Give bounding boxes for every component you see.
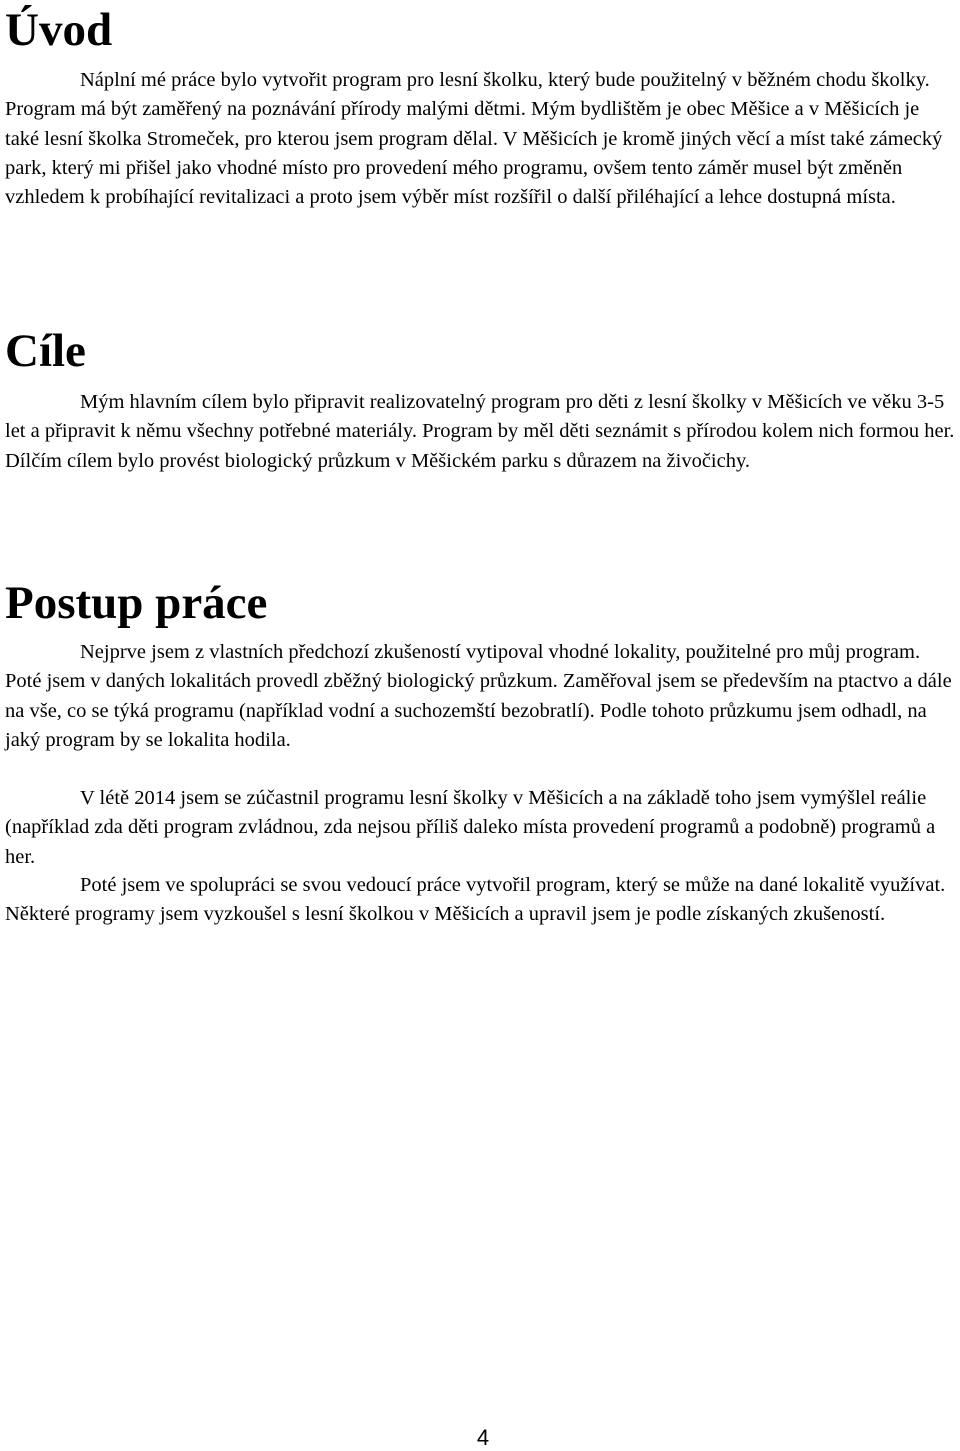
paragraph-uvod: Náplní mé práce bylo vytvořit program pro lesní školku, který bude použitelný v běžném chodu školky. Program má být zaměřený na poznávání přírody malými dětmi. Mým bydlištěm je obec Měšice a v Měšicích je také lesní školka Stromeček, pro kterou jsem program dělal. V Měšicích je kromě jiných věcí a míst také zámecký park, který mi přišel jako vhodné místo pro provedení mého programu, ovšem tento záměr musel být změněn vzhledem k probíhající revitalizaci a proto jsem výběr míst rozšířil o další přiléhající a lehce dostupná místa. (5, 69, 943, 209)
page-number: 4 (476, 1425, 490, 1450)
section-heading-cile: Cíle (5, 325, 86, 377)
section-heading-postup-prace: Postup práce (5, 577, 268, 629)
section-heading-uvod: Úvod (5, 4, 113, 56)
paragraph-postup-1: Nejprve jsem z vlastních předchozí zkušeností vytipoval vhodné lokality, použitelné pro můj program. Poté jsem v daných lokalitách provedl zběžný biologický průzkum. Zaměřoval jsem se především na ptactvo a dále na vše, co se týká programu (například vodní a suchozemští bezobratlí). Podle tohoto průzkumu jsem odhadl, na jaký program by se lokalita hodila. (5, 641, 952, 751)
paragraph-postup-2: V létě 2014 jsem se zúčastnil programu lesní školky v Měšicích a na základě toho jsem vymýšlel reálie (například zda děti program zvládnou, zda nejsou příliš daleko místa provedení programů a podobně) programů a her. (5, 787, 936, 868)
paragraph-postup-3: Poté jsem ve spolupráci se svou vedoucí práce vytvořil program, který se může na dané lokalitě využívat. Některé programy jsem vyzkoušel s lesní školkou v Měšicích a upravil jsem je podle získaných zkušeností. (5, 874, 946, 926)
paragraph-cile: Mým hlavním cílem bylo připravit realizovatelný program pro děti z lesní školky v Měšicích ve věku 3-5 let a připravit k němu všechny potřebné materiály. Program by měl děti seznámit s přírodou kolem nich formou her. Dílčím cílem bylo provést biologický průzkum v Měšickém parku s důrazem na živočichy. (5, 391, 955, 472)
